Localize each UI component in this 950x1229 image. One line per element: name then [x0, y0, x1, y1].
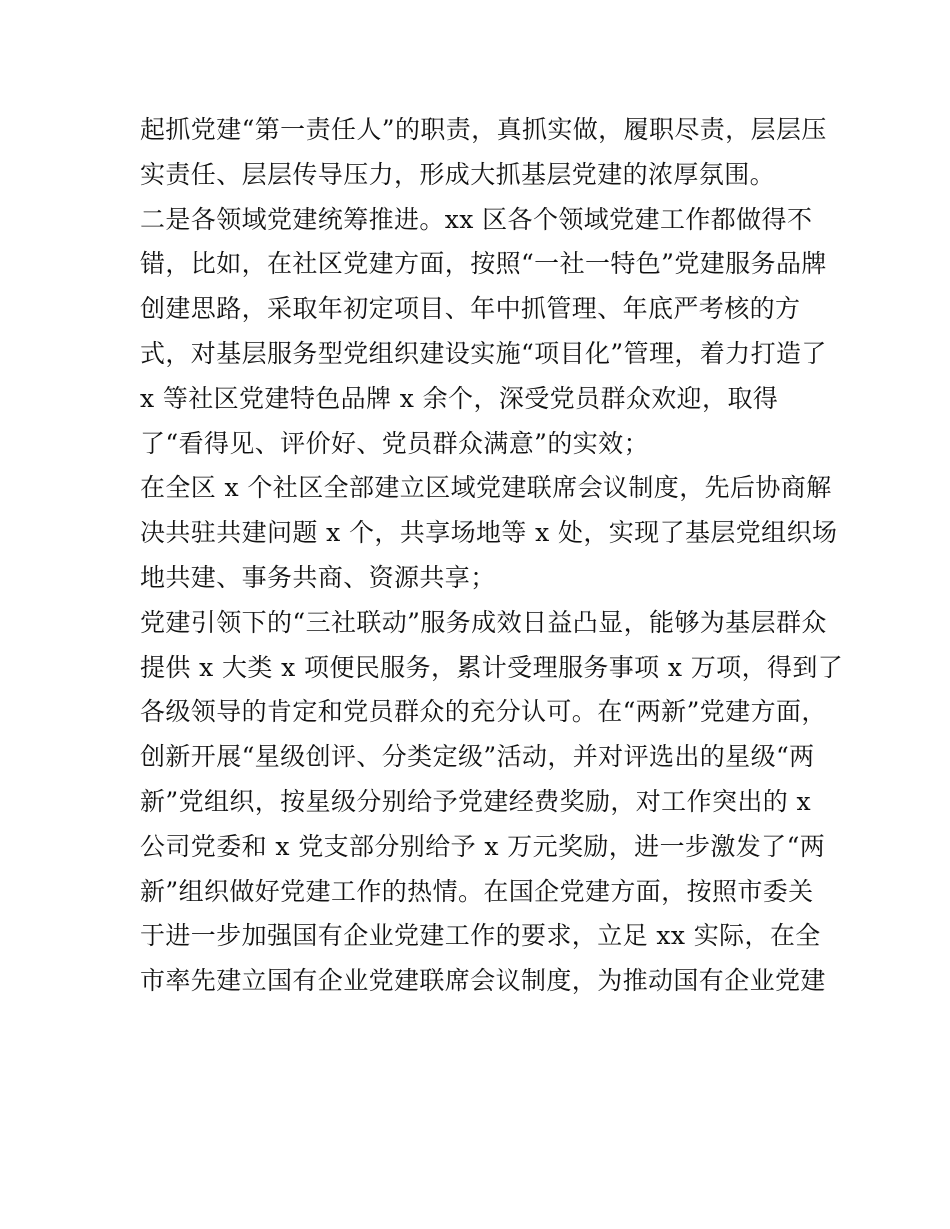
text-line-17: 公司党委和 x 党支部分别给予 x 万元奖励，进一步激发了“两: [140, 831, 826, 861]
text-line-16: 新”党组织，按星级分别给予党建经费奖励，对工作突出的 x: [140, 786, 812, 816]
text-line-11: 地共建、事务共商、资源共享；: [140, 562, 496, 592]
text-line-14: 各级领导的肯定和党员群众的充分认可。在“两新”党建方面，: [140, 697, 827, 727]
text-line-18: 新”组织做好党建工作的热情。在国企党建方面，按照市委关: [140, 876, 814, 906]
text-line-9: 在全区 x 个社区全部建立区域党建联席会议制度，先后协商解: [140, 473, 832, 503]
text-line-5: 创建思路，采取年初定项目、年中抓管理、年底严考核的方: [140, 294, 801, 324]
text-line-3: 二是各领域党建统筹推进。xx 区各个领域党建工作都做得不: [140, 204, 813, 234]
text-line-20: 市率先建立国有企业党建联席会议制度，为推动国有企业党建: [140, 966, 826, 996]
text-line-19: 于进一步加强国有企业党建工作的要求，立足 xx 实际，在全: [140, 921, 821, 951]
text-line-12: 党建引领下的“三社联动”服务成效日益凸显，能够为基层群众: [140, 607, 827, 637]
text-line-7: x 等社区党建特色品牌 x 余个，深受党员群众欢迎，取得: [140, 383, 779, 413]
body-text: [140, 108, 844, 1004]
text-line-2: 实责任、层层传导压力，形成大抓基层党建的浓厚氛围。: [140, 159, 776, 189]
text-line-1: 起抓党建“第一责任人”的职责，真抓实做，履职尽责，层层压: [140, 115, 827, 144]
text-line-6: 式，对基层服务型党组织建设实施“项目化”管理，着力打造了: [140, 338, 827, 368]
text-line-10: 决共驻共建问题 x 个，共享场地等 x 处，实现了基层党组织场: [140, 518, 838, 548]
text-line-8: 了“看得见、评价好、党员群众满意”的实效；: [140, 428, 649, 458]
text-line-4: 错，比如，在社区党建方面，按照“一社一特色”党建服务品牌: [140, 249, 827, 279]
text-line-13: 提供 x 大类 x 项便民服务，累计受理服务事项 x 万项，得到了: [140, 652, 844, 682]
text-line-15: 创新开展“星级创评、分类定级”活动，并对评选出的星级“两: [140, 742, 815, 772]
